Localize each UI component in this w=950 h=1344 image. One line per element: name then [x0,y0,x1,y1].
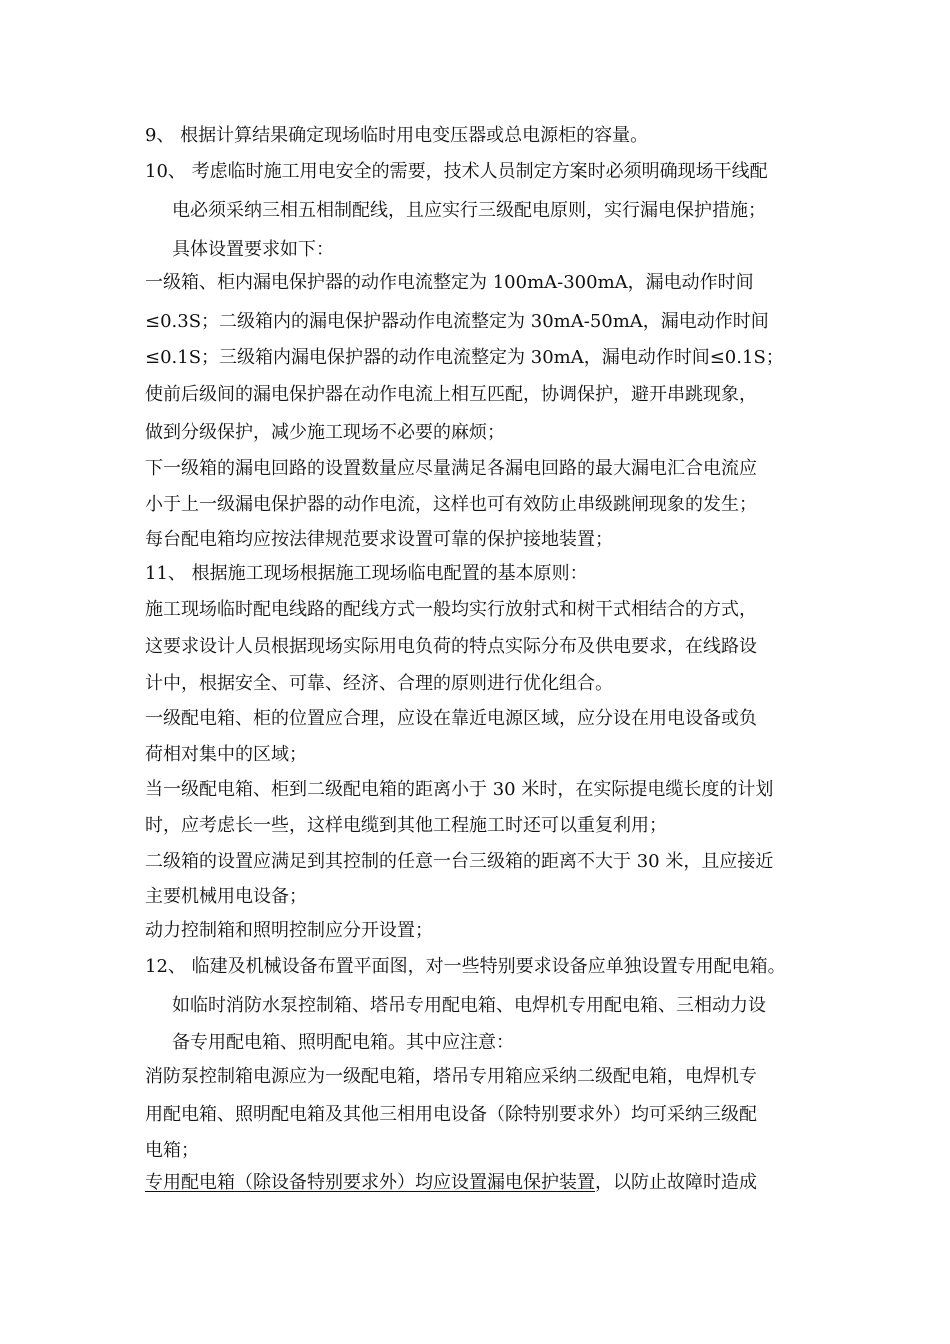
paragraph-line: 一级配电箱、柜的位置应合理，应设在靠近电源区域，应分设在用电设备或负 [145,708,757,729]
item-12-continuation: 如临时消防水泵控制箱、塔吊专用配电箱、电焊机专用配电箱、三相动力设 [172,995,766,1016]
item-10-continuation: 具体设置要求如下： [172,239,334,260]
paragraph-line: 使前后级间的漏电保护器在动作电流上相互匹配，协调保护，避开串跳现象， [145,384,757,405]
paragraph-line: 用配电箱、照明配电箱及其他三相用电设备（除特别要求外）均可采纳三级配 [145,1104,757,1125]
paragraph-line: 一级箱、柜内漏电保护器的动作电流整定为 100mA-300mA，漏电动作时间 [145,272,754,293]
paragraph-line: 计中，根据安全、可靠、经济、合理的原则进行优化组合。 [145,673,613,694]
trailing-text: ，以防止故障时造成 [595,1172,757,1193]
paragraph-line: 动力控制箱和照明控制应分开设置； [145,920,433,941]
item-12-continuation: 备专用配电箱、照明配电箱。其中应注意： [172,1032,514,1053]
last-paragraph-line [145,1172,757,1194]
paragraph-line: 这要求设计人员根据现场实际用电负荷的特点实际分布及供电要求，在线路设 [145,636,757,657]
paragraph-line: 二级箱的设置应满足到其控制的任意一台三级箱的距离不大于 30 米，且应接近 [145,851,774,872]
paragraph-line: 电箱； [145,1140,199,1161]
paragraph-line: 施工现场临时配电线路的配线方式一般均实行放射式和树干式相结合的方式， [145,599,757,620]
underlined-text: 专用配电箱（除设备特别要求外）均应设置漏电保护装置 [145,1172,595,1193]
paragraph-line: 主要机械用电设备； [145,886,307,907]
paragraph-line: 做到分级保护，减少施工现场不必要的麻烦； [145,422,505,443]
paragraph-line: 当一级配电箱、柜到二级配电箱的距离小于 30 米时，在实际提电缆长度的计划 [145,779,774,800]
paragraph-line: 下一级箱的漏电回路的设置数量应尽量满足各漏电回路的最大漏电汇合电流应 [145,458,757,479]
item-10-text: 10、 考虑临时施工用电安全的需要，技术人员制定方案时必须明确现场干线配 [145,161,768,182]
item-12-text: 12、 临建及机械设备布置平面图，对一些特别要求设备应单独设置专用配电箱。 [145,956,786,977]
paragraph-line: 荷相对集中的区域； [145,744,307,765]
item-11-text: 11、 根据施工现场根据施工现场临电配置的基本原则： [145,563,588,584]
paragraph-line: 小于上一级漏电保护器的动作电流，这样也可有效防止串级跳闸现象的发生； [145,494,757,515]
item-9-text: 9、 根据计算结果确定现场临时用电变压器或总电源柜的容量。 [145,125,649,146]
item-10-continuation: 电必须采纳三相五相制配线，且应实行三级配电原则，实行漏电保护措施； [172,200,766,221]
paragraph-line: 时，应考虑长一些，这样电缆到其他工程施工时还可以重复利用； [145,815,667,836]
paragraph-line: ≤0.1S；三级箱内漏电保护器的动作电流整定为 30mA，漏电动作时间≤0.1S； [145,347,784,368]
paragraph-line: ≤0.3S；二级箱内的漏电保护器动作电流整定为 30mA-50mA，漏电动作时间 [145,311,769,332]
paragraph-line: 消防泵控制箱电源应为一级配电箱，塔吊专用箱应采纳二级配电箱，电焊机专 [145,1066,757,1087]
paragraph-line: 每台配电箱均应按法律规范要求设置可靠的保护接地装置； [145,529,613,550]
